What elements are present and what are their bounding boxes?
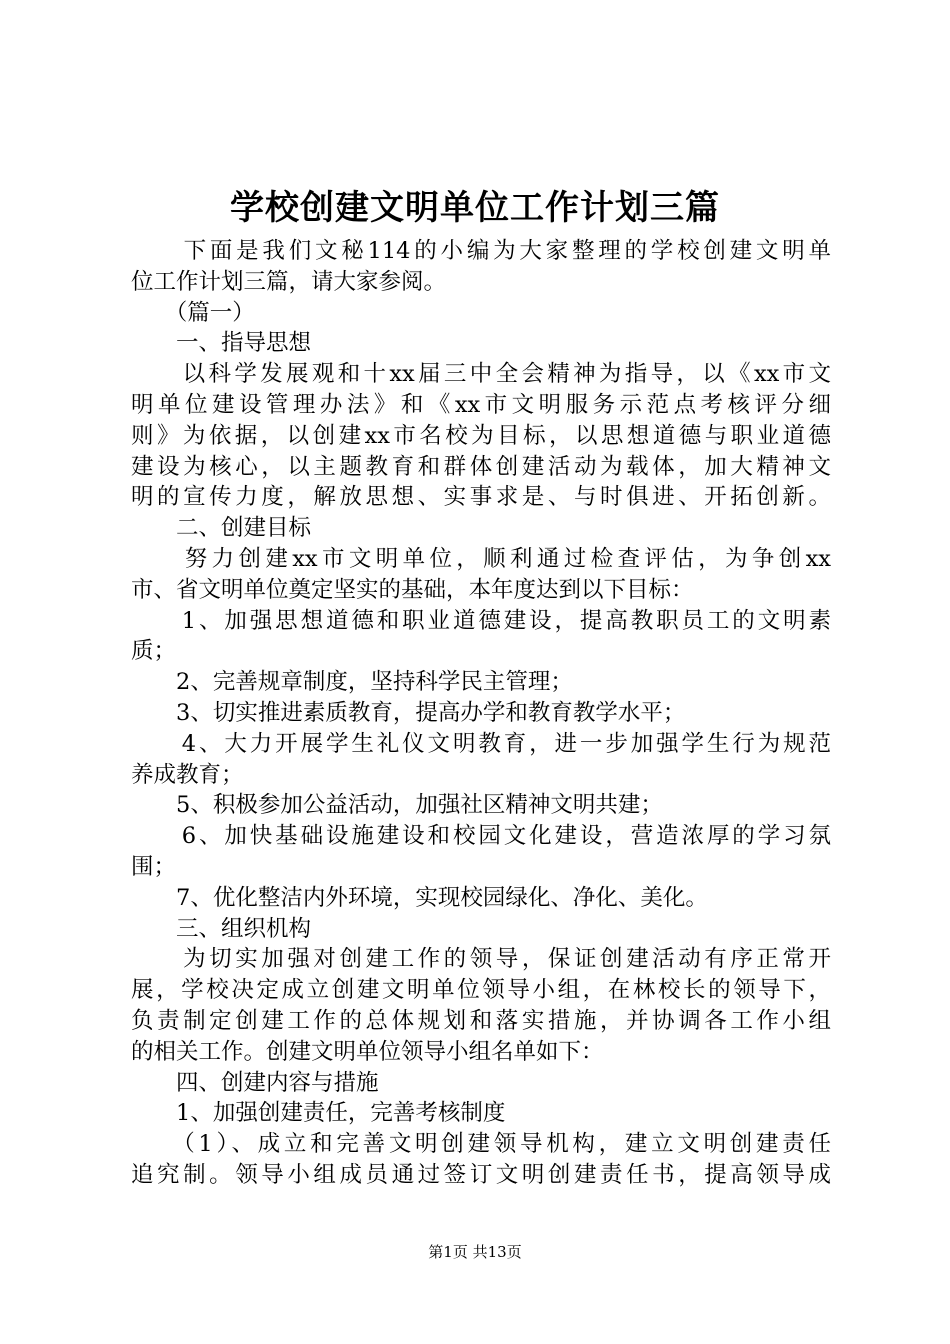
body-line: （1）、成立和完善文明创建领导机构，建立文明创建责任 [131, 1131, 831, 1158]
body-line: 6、加快基础设施建设和校园文化建设，营造浓厚的学习氛 [131, 823, 831, 850]
body-line: 质； [131, 638, 177, 665]
body-line: 一、指导思想 [131, 330, 312, 357]
body-line: 明的宣传力度，解放思想、实事求是、与时俱进、开拓创新。 [131, 484, 831, 511]
body-line: 围； [131, 853, 177, 880]
body-line: （篇一） [131, 299, 255, 326]
body-line: 为切实加强对创建工作的领导，保证创建活动有序正常开 [131, 946, 831, 973]
body-line: 下面是我们文秘114的小编为大家整理的学校创建文明单 [131, 238, 831, 264]
body-line: 位工作计划三篇，请大家参阅。 [131, 268, 447, 295]
page-footer: 第1页 共13页 [428, 1243, 522, 1261]
body-line: 则》为依据，以创建xx市名校为目标，以思想道德与职业道德 [131, 422, 831, 449]
body-line: 以科学发展观和十xx届三中全会精神为指导，以《xx市文 [131, 361, 831, 388]
body-line: 追究制。领导小组成员通过签订文明创建责任书，提高领导成 [131, 1161, 831, 1188]
body-line: 4、大力开展学生礼仪文明教育，进一步加强学生行为规范 [131, 730, 831, 757]
body-line: 努力创建xx市文明单位，顺利通过检查评估，为争创xx [131, 545, 831, 572]
body-line: 3、切实推进素质教育，提高办学和教育教学水平； [131, 699, 686, 726]
body-line: 7、优化整洁内外环境，实现校园绿化、净化、美化。 [131, 884, 708, 911]
body-line: 展，学校决定成立创建文明单位领导小组，在林校长的领导下， [131, 977, 831, 1004]
body-line: 的相关工作。创建文明单位领导小组名单如下： [131, 1038, 604, 1065]
document-body [131, 236, 831, 1191]
body-line: 明单位建设管理办法》和《xx市文明服务示范点考核评分细 [131, 391, 831, 418]
body-line: 四、创建内容与措施 [131, 1069, 379, 1096]
body-line: 三、组织机构 [131, 915, 312, 942]
body-line: 养成教育； [131, 761, 244, 788]
body-line: 1、加强创建责任，完善考核制度 [131, 1100, 506, 1127]
body-line: 负责制定创建工作的总体规划和落实措施，并协调各工作小组 [131, 1007, 831, 1034]
body-line: 5、积极参加公益活动，加强社区精神文明共建； [131, 792, 663, 819]
body-line: 2、完善规章制度，坚持科学民主管理； [131, 669, 573, 696]
document-title: 学校创建文明单位工作计划三篇 [230, 188, 720, 228]
body-line: 二、创建目标 [131, 515, 312, 542]
body-line: 建设为核心，以主题教育和群体创建活动为载体，加大精神文 [131, 453, 831, 480]
body-line: 市、省文明单位奠定坚实的基础，本年度达到以下目标： [131, 576, 694, 603]
body-line: 1、加强思想道德和职业道德建设，提高教职员工的文明素 [131, 607, 831, 634]
